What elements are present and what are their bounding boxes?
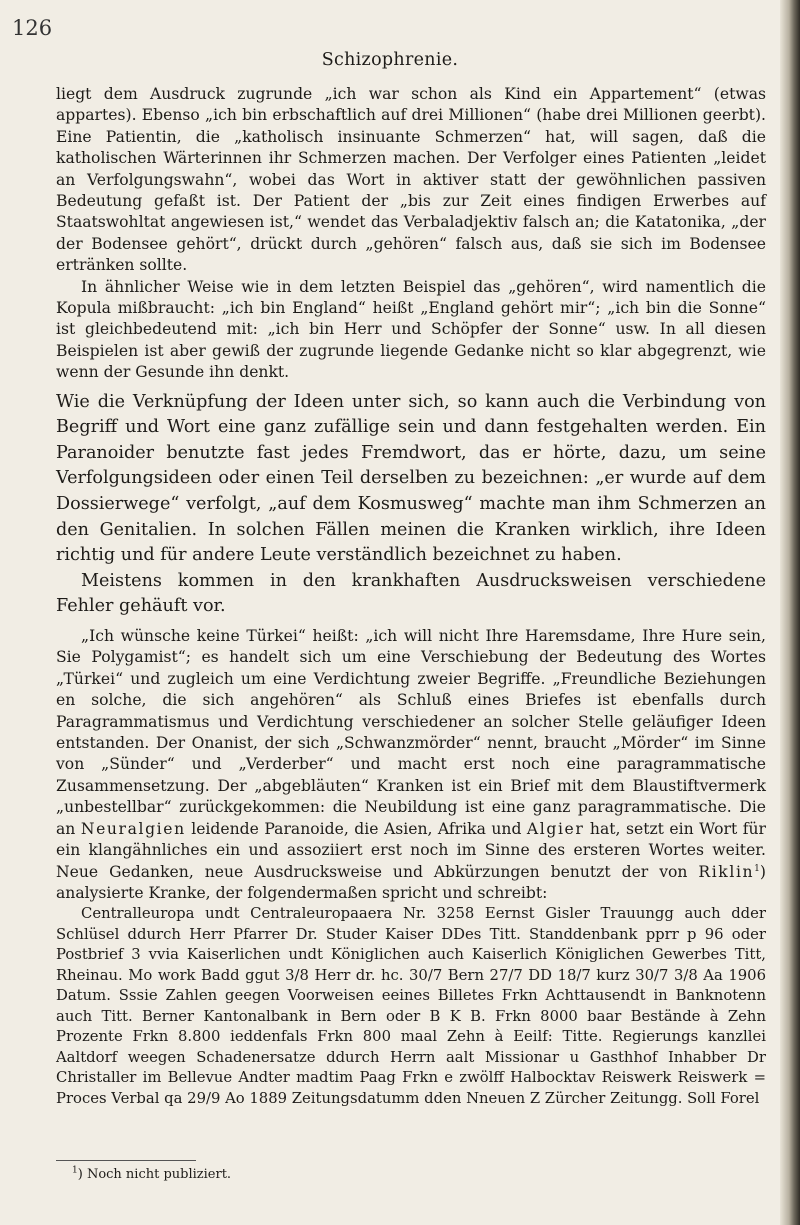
emphasis-algier: Algier xyxy=(526,819,585,838)
paragraph-5-part-b: leidende Paranoide, die Asien, Afrika und xyxy=(185,819,527,838)
paragraph-5-part-a: „Ich wünsche keine Türkei“ heißt: „ich will nicht Ihre Haremsdame, Ihre Hure sein, Sie Polygamist“; es handelt sich um eine Verschiebung der Bedeutung des Wortes „Türkei“ und zugleich um eine Verdichtung zweier Begriffe. „Freundliche Beziehungen en solche, die sich angehören“ als Schluß eines Briefes ist ebenfalls durch Paragrammatismus und Verdichtung verschiedener an solcher Stelle geläufiger Ideen entstanden. Der Onanist, der sich „Schwanzmörder“ nennt, braucht „Mörder“ im Sinne von „Sünder“ und „Verderber“ und macht erst noch eine paragrammatische Zusammensetzung. Der „abgebläuten“ Kranken ist ein Brief mit dem Blaustiftvermerk „unbestellbar“ zurückgekommen: die Neubildung ist eine ganz paragrammatische. Die an xyxy=(56,627,766,838)
patient-writing-quote: Centralleuropa undt Centraleuropaaera Nr. 3258 Eernst Gisler Trauungg auch dder Schlüsel ddurch Herr Pfarrer Dr. Studer Kaiser DDes Titt. Standdenbank pprr p 96 oder Postbrief 3 vvia Kaiserlichen undt Königlichen auch Kaiserlich Königlichen Gewerbes Titt, Rheinau. Mo work Badd ggut 3/8 Herr dr. hc. 30/7 Bern 27/7 DD 18/7 kurz 30/7 3/8 Aa 1906 Datum. Sssie Zahlen geegen Voorweisen eeines Billetes Frkn Achttausendt in Banknotenn auch Titt. Berner Kantonalbank in Bern oder B K B. Frkn 8000 baar Bestände à Zehn Prozente Frkn 8.800 ieddenfals Frkn 800 maal Zehn à Eeilf: Titte. Regierungs kanzllei Aaltdorf weegen Schadenersatze ddurch Herrn aalt Missionar u Gasthhof Inhabber Dr Christaller im Bellevue Andter madtim Paag Frkn e zwölff Halbocktav Reiswerk Reiswerk = Proces Verbal qa 29/9 Ao 1889 Zeitungsdatumm dden Nneuen Z Zürcher Zeitungg. Soll Forel xyxy=(56,905,766,1107)
paragraph-2: In ähnlicher Weise wie in dem letzten Beispiel das „gehören“, wird namentlich die Kopula mißbraucht: „ich bin England“ heißt „England gehört mir“; „ich bin die Sonne“ ist gleichbedeutend mit: „ich bin Herr und Schöpfer der Sonne“ usw. In all diesen Beispielen ist aber gewiß der zugrunde liegende Gedanke nicht so klar abgegrenzt, wie wenn der Gesunde ihn denkt. xyxy=(56,277,766,382)
footnote-reference: 1 xyxy=(754,863,760,874)
paragraph-5-part-c: hat, setzt ein Wort für ein klangähnliches ein und assoziiert erst noch im Sinne des ersteren Wortes weiter. Neue Gedanken, neue Ausdrucksweise und Abkürzungen benutzt der von xyxy=(56,819,767,881)
paragraph-3: Wie die Verknüpfung der Ideen unter sich, so kann auch die Verbindung von Begriff und Wort eine ganz zufällige sein und dann festgehalten werden. Ein Paranoider benutzte fast jedes Fremdwort, das er hörte, dazu, um seine Verfolgungsideen oder einen Teil derselben zu bezeichnen: „er wurde auf dem Dossierwege“ verfolgt, „auf dem Kosmusweg“ machte man ihm Schmerzen an den Genitalien. In solchen Fällen meinen die Kranken wirklich, ihre Ideen richtig und für andere Leute verständlich bezeichnet zu haben. xyxy=(56,391,766,566)
book-spine-shadow xyxy=(780,0,800,1225)
footnote-marker: 1 xyxy=(72,1165,78,1176)
paragraph-4: Meistens kommen in den krankhaften Ausdrucksweisen verschiedene Fehler gehäuft vor. xyxy=(56,570,766,617)
author-riklin: Riklin xyxy=(698,862,755,881)
running-head: Schizophrenie. xyxy=(321,50,459,70)
paragraph-5-part-d: ) analysierte Kranke, der folgendermaßen spricht und schreibt: xyxy=(56,862,766,902)
emphasis-neuralgien: Neuralgien xyxy=(80,819,186,838)
footnote-text: ) Noch nicht publiziert. xyxy=(77,1167,232,1182)
page-number: 126 xyxy=(12,16,53,40)
paragraph-1: liegt dem Ausdruck zugrunde „ich war schon als Kind ein Appartement“ (etwas appartes). Ebenso „ich bin erbschaftlich auf drei Millionen“ (habe drei Millionen geerbt). Eine Patientin, die „katholisch insinuante Schmerzen“ hat, will sagen, daß die katholischen Wärterinnen ihr Schmerzen machen. Der Verfolger eines Patienten „leidet an Verfolgungswahn“, wobei das Wort in aktiver statt der gewöhnlichen passiven Bedeutung gefaßt ist. Der Patient der „bis zur Zeit eines findigen Erwerbes auf Staatswohltat angewiesen ist,“ wendet das Verbaladjektiv falsch an; die Katatonika, „der der Bodensee gehört“, drückt durch „gehören“ falsch aus, daß sie sich im Bodensee ertränken sollte. xyxy=(56,85,766,275)
body-text xyxy=(56,84,766,1109)
footnote xyxy=(72,1166,762,1184)
paragraph-5 xyxy=(56,626,766,904)
footnote-divider xyxy=(56,1160,196,1161)
